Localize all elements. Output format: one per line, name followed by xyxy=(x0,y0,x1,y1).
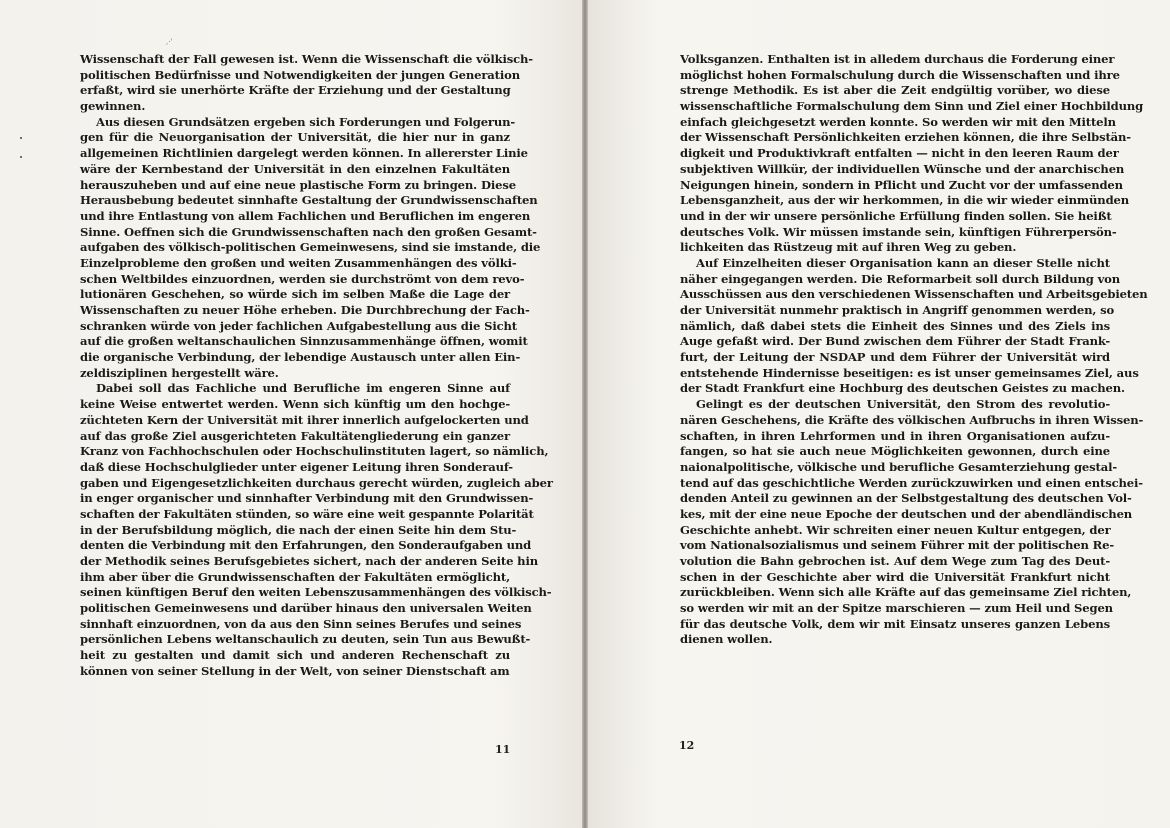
text-line: Ausschüssen aus den verschiedenen Wissenschaften und Arbeitsgebieten xyxy=(680,287,1148,302)
text-line: in enger organischer und sinnhafter Verbindung mit den Grundwissen- xyxy=(80,491,534,506)
text-line: gen für die Neuorganisation der Universität, die hier nur in ganz xyxy=(80,130,510,145)
margin-speck xyxy=(20,156,22,158)
text-line: zurückbleiben. Wenn sich alle Kräfte auf das gemeinsame Ziel richten, xyxy=(680,585,1132,600)
text-line: nären Geschehens, die Kräfte des völkischen Aufbruchs in ihren Wissen- xyxy=(680,412,1144,427)
text-line: persönlichen Lebens weltanschaulich zu deuten, sein Tun aus Bewußt- xyxy=(80,632,531,647)
text-line: einfach gleichgesetzt werden konnte. So werden wir mit den Mitteln xyxy=(680,114,1116,129)
text-line: strenge Methodik. Es ist aber die Zeit endgültig vorüber, wo diese xyxy=(680,83,1110,98)
text-line: in der Berufsbildung möglich, die nach der einen Seite hin dem Stu- xyxy=(80,522,517,537)
left-page-text xyxy=(80,52,553,680)
text-line: dienen wollen. xyxy=(680,632,773,647)
text-line: kes, mit der eine neue Epoche der deutschen und der abendländischen xyxy=(680,506,1133,521)
text-line: subjektiven Willkür, der individuellen Wünsche und der anarchischen xyxy=(680,161,1125,176)
text-line: schen in der Geschichte aber wird die Universität Frankfurt nicht xyxy=(680,569,1110,584)
right-page-text xyxy=(680,52,1148,648)
text-line: sinnhaft einzuordnen, von da aus den Sinn seines Berufes und seines xyxy=(80,616,522,631)
text-line: seinen künftigen Beruf den weiten Lebenszusammenhängen des völkisch- xyxy=(80,585,552,600)
text-line: der Methodik seines Berufsgebietes sichert, nach der anderen Seite hin xyxy=(80,554,538,568)
text-line: schaften der Fakultäten stünden, so wäre eine weit gespannte Polarität xyxy=(80,506,534,521)
text-line: ihm aber über die Grundwissenschaften der Fakultäten ermöglicht, xyxy=(80,569,510,584)
text-line: allgemeinen Richtlinien dargelegt werden können. In allererster Linie xyxy=(80,146,528,161)
text-line: Gelingt es der deutschen Universität, den Strom des revolutio- xyxy=(696,397,1110,412)
text-line: wissenschaftliche Formalschulung dem Sinn und Ziel einer Hochbildung xyxy=(680,99,1144,114)
text-line: politischen Bedürfnisse und Notwendigkeiten der jungen Generation xyxy=(80,67,520,82)
right-page xyxy=(588,0,1170,828)
text-line: erfaßt, wird sie unerhörte Kräfte der Erziehung und der Gestaltung xyxy=(80,83,511,98)
left-page xyxy=(0,0,582,828)
text-line: Dabei soll das Fachliche und Berufliche im engeren Sinne auf xyxy=(96,381,510,396)
text-line: schaften, in ihren Lehrformen und in ihren Organisationen aufzu- xyxy=(680,428,1110,443)
text-line: der Wissenschaft Persönlichkeiten erziehen können, die ihre Selbstän- xyxy=(680,130,1131,145)
text-line: schranken würde von jeder fachlichen Aufgabestellung aus die Sicht xyxy=(80,318,517,333)
text-line: möglichst hohen Formalschulung durch die Wissenschaften und ihre xyxy=(680,67,1120,82)
text-line: politischen Gemeinwesens und darüber hinaus den universalen Weiten xyxy=(80,601,532,616)
page-number-left: 11 xyxy=(495,743,511,756)
text-line: Einzelprobleme den großen und weiten Zusammenhängen des völki- xyxy=(80,255,517,270)
text-line: so werden wir mit an der Spitze marschieren — zum Heil und Segen xyxy=(680,601,1113,616)
text-line: vom Nationalsozialismus und seinem Führer mit der politischen Re- xyxy=(680,538,1115,553)
text-line: heit zu gestalten und damit sich und anderen Rechenschaft zu xyxy=(80,648,510,663)
text-line: furt, der Leitung der NSDAP und dem Führer der Universität wird xyxy=(680,350,1110,365)
text-line: deutsches Volk. Wir müssen imstande sein, künftigen Führerpersön- xyxy=(680,224,1117,239)
text-line: Geschichte anhebt. Wir schreiten einer neuen Kultur entgegen, der xyxy=(680,522,1111,537)
text-line: Auge gefaßt wird. Der Bund zwischen dem Führer der Stadt Frank- xyxy=(680,334,1110,349)
text-line: schen Weltbildes einzuordnen, werden sie durchströmt von dem revo- xyxy=(80,271,525,286)
text-line: der Universität nunmehr praktisch in Angriff genommen werden, so xyxy=(680,303,1115,317)
text-line: wäre der Kernbestand der Universität in den einzelnen Fakultäten xyxy=(80,161,510,176)
text-line: näher eingegangen werden. Die Reformarbeit soll durch Bildung von xyxy=(680,271,1121,286)
text-line: Sinne. Oeffnen sich die Grundwissenschaften nach den großen Gesamt- xyxy=(80,224,537,239)
text-line: daß diese Hochschulglieder unter eigener Leitung ihren Sonderauf- xyxy=(80,459,513,474)
text-line: Neigungen hinein, sondern in Pflicht und Zucht vor der umfassenden xyxy=(680,177,1123,192)
text-line: keine Weise entwertet werden. Wenn sich künftig um den hochge- xyxy=(80,397,510,412)
text-line: zeldisziplinen hergestellt wäre. xyxy=(80,365,279,380)
text-line: die organische Verbindung, der lebendige Austausch unter allen Ein- xyxy=(80,350,521,365)
text-line: denden Anteil zu gewinnen an der Selbstgestaltung des deutschen Vol- xyxy=(680,491,1132,506)
text-line: herauszuheben und auf eine neue plastische Form zu bringen. Diese xyxy=(80,177,516,192)
text-line: entstehende Hindernisse beseitigen: es ist unser gemeinsames Ziel, aus xyxy=(680,365,1139,380)
text-line: volution die Bahn gebrochen ist. Auf dem Wege zum Tag des Deut- xyxy=(680,554,1110,568)
pencil-mark: ,·' xyxy=(166,38,173,46)
text-line: züchteten Kern der Universität mit ihrer innerlich aufgelockerten und xyxy=(80,412,529,427)
text-line: auf die großen weltanschaulichen Sinnzusammenhänge öffnen, womit xyxy=(80,334,528,349)
margin-speck xyxy=(20,137,22,139)
text-line: Auf Einzelheiten dieser Organisation kann an dieser Stelle nicht xyxy=(696,255,1110,270)
text-line: Wissenschaft der Fall gewesen ist. Wenn die Wissenschaft die völkisch- xyxy=(80,52,533,66)
text-line: gewinnen. xyxy=(80,99,146,114)
text-line: denten die Verbindung mit den Erfahrungen, den Sonderaufgaben und xyxy=(80,538,532,553)
text-line: und in der wir unsere persönliche Erfüllung finden sollen. Sie heißt xyxy=(680,208,1112,223)
text-line: der Stadt Frankfurt eine Hochburg des deutschen Geistes zu machen. xyxy=(680,381,1125,396)
text-line: lichkeiten das Rüstzeug mit auf ihren Weg zu geben. xyxy=(680,240,1017,255)
text-line: und ihre Entlastung von allem Fachlichen und Beruflichen im engeren xyxy=(80,208,531,223)
page-number-right: 12 xyxy=(679,739,695,752)
text-line: lutionären Geschehen, so würde sich im selben Maße die Lage der xyxy=(80,287,510,302)
text-line: können von seiner Stellung in der Welt, von seiner Dienstschaft am xyxy=(80,663,510,678)
text-line: Volksganzen. Enthalten ist in alledem durchaus die Forderung einer xyxy=(680,52,1115,66)
text-line: aufgaben des völkisch-politischen Gemeinwesens, sind sie imstande, die xyxy=(80,240,541,255)
text-line: Herausbebung bedeutet sinnhafte Gestaltung der Grundwissenschaften xyxy=(80,193,538,208)
text-line: fangen, so hat sie auch neue Möglichkeiten gewonnen, durch eine xyxy=(680,444,1110,459)
text-line: Kranz von Fachhochschulen oder Hochschulinstituten lagert, so nämlich, xyxy=(80,444,549,459)
text-line: Aus diesen Grundsätzen ergeben sich Forderungen und Folgerun- xyxy=(96,114,516,129)
text-line: tend auf das geschichtliche Werden zurückzuwirken und einen entschei- xyxy=(680,475,1143,490)
text-line: naionalpolitische, völkische und berufliche Gesamterziehung gestal- xyxy=(680,459,1118,474)
text-line: Lebensganzheit, aus der wir herkommen, in die wir wieder einmünden xyxy=(680,193,1130,208)
text-line: für das deutsche Volk, dem wir mit Einsatz unseres ganzen Lebens xyxy=(680,616,1110,631)
text-line: auf das große Ziel ausgerichteten Fakultätengliederung ein ganzer xyxy=(80,428,510,443)
text-line: digkeit und Produktivkraft entfalten — nicht in den leeren Raum der xyxy=(680,146,1119,161)
text-line: nämlich, daß dabei stets die Einheit des Sinnes und des Ziels ins xyxy=(680,318,1110,333)
text-line: gaben und Eigengesetzlichkeiten durchaus gerecht würden, zugleich aber xyxy=(80,475,553,490)
text-line: Wissenschaften zu neuer Höhe erheben. Die Durchbrechung der Fach- xyxy=(80,303,530,317)
